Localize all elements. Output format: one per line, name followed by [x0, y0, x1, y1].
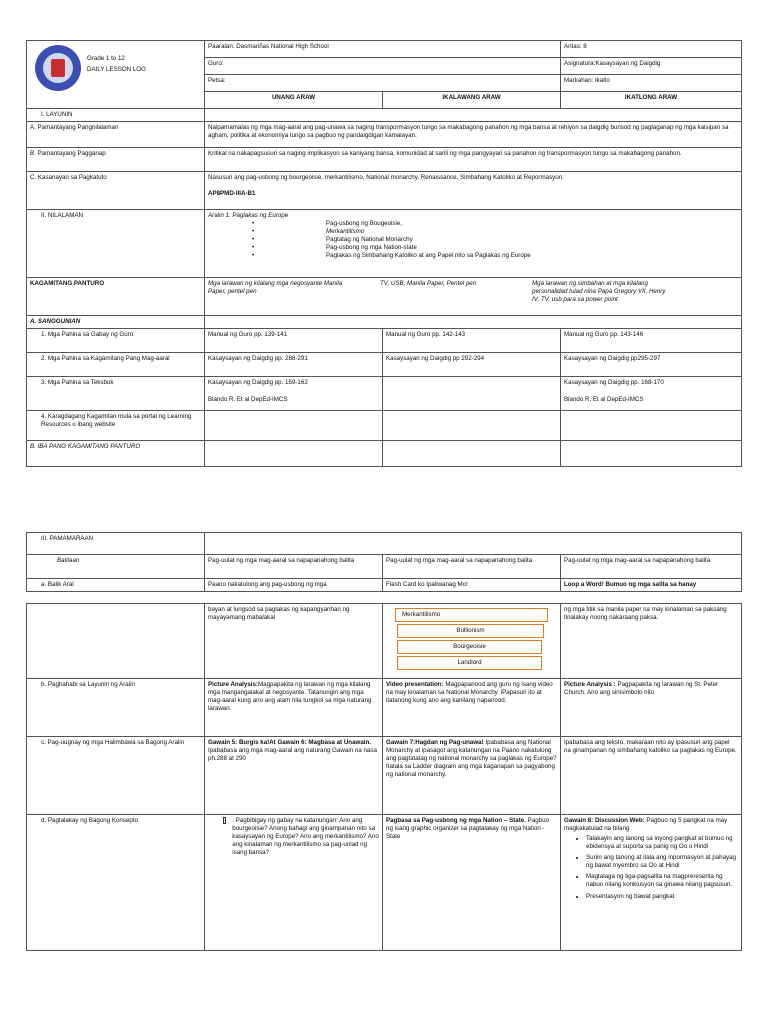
- aralin-title: Aralin 1: Paglakas ng Europe: [208, 212, 289, 220]
- konsepto-day2-cell: [383, 815, 561, 951]
- balitaan-day3: Pag-uulat ng mga mag-aaral sa napapanahong balita: [561, 555, 742, 579]
- layunin-label: I. LAYUNIN: [27, 109, 205, 122]
- quarter-field: Markahan: Ikatlo: [561, 75, 742, 92]
- karagdagang-label: 4. Karagdagang Kagamitan mula sa portal ng Learning Resources o ibang website: [27, 411, 205, 441]
- list-item: • Presentasyon ng bawat pangkat: [586, 893, 738, 901]
- konsepto-day3-cell: [561, 815, 742, 951]
- kagamitan-cell: [205, 278, 742, 316]
- konsepto-label: d. Pagtalakay ng Bagong Konsepto: [27, 815, 205, 951]
- list-item: • Suriin ang tanong at itala ang inpormasyon at pahayag ng bawat myembro sa Oo at Hindi: [586, 854, 738, 870]
- flash-card: Bullionism: [397, 624, 544, 638]
- teksbuk-day3: Kasaysayan ng Daigdig pp. 168-170: [564, 379, 664, 387]
- log-title: DAILY LESSON LOG: [87, 66, 146, 74]
- nilalaman-label: II. NILALAMAN: [27, 210, 205, 278]
- list-item: • Paglakas ng Simbahang Katoliko at ang Papel nito sa Paglakas ng Europe: [252, 252, 738, 260]
- pamantayang-pangnilalaman-label: A. Pamantayang Pangnilalaman: [27, 122, 205, 148]
- day3-header: IKATLONG ARAW: [561, 92, 742, 109]
- activity-text: Pagpapakita ng larawan ng St. Peter Church. Ano ang sinisimbolo nito: [564, 681, 719, 697]
- teksbuk-label: 3. Mga Pahina sa Teksbuk: [27, 377, 205, 411]
- pamantayang-pangnilalaman-text: Naipamamalas ng mga mag-aaral ang pag-unawa sa naging transpormasyon tungo sa makabagong panahon ng mga bansa at rehiyon sa daigdig bunsod ng paglaganap ng mga kaisipan sa agham, politika at ekonomiya tungo sa pagbuo ng pandaigdigan kamalayan.: [205, 122, 742, 148]
- discussion-web-steps: [564, 835, 738, 900]
- teacher-field: Guro:: [205, 58, 561, 75]
- balik-aral-day3: Loop a Word! Bumuo ng mga salita sa hanay: [561, 579, 742, 592]
- kagamitan-mag-aaral-day3: Kasaysayan ng Daigdig pp295-297: [561, 353, 742, 377]
- kasanayan-text: Nasusuri ang pag-usbong ng bourgeoisie, merkantilismo, National monarchy, Renaissance, Simbahang Katoliko at Repormasyon.: [208, 174, 564, 182]
- gabay-label: 1. Mga Pahina sa Gabay ng Guro: [27, 329, 205, 353]
- layunin-aralin-label: b. Paghahabi sa Layunin ng Aralin: [27, 679, 205, 737]
- kagamitan-mag-aaral-day2: Kasaysayan ng Daigdig pp 292-294: [383, 353, 561, 377]
- activity-title: Gawain 7:Hagdan ng Pag-unawa!: [386, 739, 484, 746]
- kasanayan-cell: [205, 172, 742, 210]
- balitaan-label: Balitaan: [27, 555, 205, 579]
- list-item: • Pag-usbong ng Bougeoisie,: [252, 220, 738, 228]
- activity-text: Magpapakita ng larawan ng mga kilalang mga mangangalakal at negosyante. Tatanungin ang mga mag-aaral kung ano ang alam nila tungkol sa mga naturang larawan.: [208, 681, 372, 713]
- gabay-day3: Manual ng Guro pp. 143-146: [561, 329, 742, 353]
- halimbawa-day2-cell: [383, 737, 561, 815]
- header-logo-cell: [27, 41, 205, 109]
- halimbawa-day3: Ipababasa ang teksto, makaraan nito ay ipasusuri ang papel na ginampanan ng simbahang katoliko sa paglakas ng Europe.: [561, 737, 742, 815]
- gabay-day2: Manual ng Guro pp. 142-143: [383, 329, 561, 353]
- list-item: • Pag-usbong ng mga Nation-state: [252, 244, 738, 252]
- activity-title: Gawain 5: Burgis ka!At Gawain 6: Magbasa at Unawain.: [208, 739, 371, 746]
- day2-header: IKALAWANG ARAW: [383, 92, 561, 109]
- layunin-day3-cell: [561, 679, 742, 737]
- gabay-day1: Manual ng Guro pp. 139-141: [205, 329, 383, 353]
- activity-text: Ipababasa ang mga mag-aaral ang naturang Gawain na nasa ph.288 at 290: [208, 747, 377, 763]
- flash-card: Landlord: [397, 656, 542, 670]
- konsepto-day1-cell: [205, 815, 383, 951]
- kagamitan-day1: Mga larawan ng kilalang mga negosyante Manila Paper, pentel pen: [208, 280, 343, 296]
- balik-aral-label: a. Balik Aral: [27, 579, 205, 592]
- activity-title: Pagbasa sa Pag-usbong ng mga Nation – State.: [386, 817, 526, 824]
- teksbuk-day1: Kasaysayan ng Daigdig pp. 159-162: [208, 379, 308, 387]
- date-field: Petsa:: [205, 75, 561, 92]
- flash-card-diagram: [385, 606, 558, 676]
- balik-aral-cont-day3: ng mga titik sa manila paper na may kinalaman sa paksang tinalakay noong nakaraang paksa.: [561, 604, 742, 679]
- sanggunian-label: A. SANGGUNIAN: [27, 316, 205, 329]
- balik-aral-cont-day1: bayan at lungsod sa paglakas ng kapangyarihan ng mayayamang mabalakal: [205, 604, 383, 679]
- kasanayan-label: C. Kasanayan sa Pagkatuto: [27, 172, 205, 210]
- kagamitan-label: KAGAMITANG PANTURO: [27, 278, 205, 316]
- grade-range: Grade 1 to 12: [87, 55, 125, 62]
- deped-seal-icon: [35, 45, 81, 91]
- kagamitan-day2: TV, USB, Manila Paper, Pentel pen: [380, 280, 477, 288]
- pamamaraan-table-continued: [26, 603, 742, 951]
- activity-title: Video presentation:: [386, 681, 444, 688]
- list-item: • Pagtatag ng National Monarchy: [252, 236, 738, 244]
- activity-title: Picture Analysis:: [208, 681, 258, 688]
- balitaan-day2: Pag-uulat ng mga mag-aaral sa napapanahong balita: [383, 555, 561, 579]
- list-item: • Talakayin ang tanong sa inyong pangkat at bumuo ng ebidensya at suporta sa panig ng Oo o Hindi: [586, 835, 738, 851]
- flash-card: Merkantilismo: [395, 608, 548, 622]
- halimbawa-day1-cell: [205, 737, 383, 815]
- teksbuk-day1-cell: [205, 377, 383, 411]
- activity-text: Magpapanood ang guro ng isang video na may kinalaman sa National Monarchy. iPapasuri ito at itatanong kung ano ang kanilang napanood.: [386, 681, 553, 705]
- day1-header: UNANG ARAW: [205, 92, 383, 109]
- flash-card-cell: [383, 604, 561, 679]
- balik-aral-day1: Paano nakatulong ang pag-usbong ng mga: [205, 579, 383, 592]
- lesson-log-table-1: [26, 40, 742, 467]
- activity-text: Pagbuo ng 5 pangkat na may magkakatulad na bilang: [564, 817, 728, 833]
- checkbox-icon: [223, 817, 226, 824]
- teksbuk-day3-cell: [561, 377, 742, 411]
- activity-title: Picture Analysis :: [564, 681, 616, 688]
- teksbuk-day3-author: Blando R. Et al DepEd-IMCS: [564, 396, 644, 404]
- nilalaman-cell: [205, 210, 742, 278]
- konsepto-day1: . Pagbibigay ng gabay na katanungan: Ano ang bourgeoisie? Anong bahagi ang ginampanan nito sa kasaysayan ng Europe? Ano ang merkantilismo? Ano ang kinalaman ng merkantilismo sa pag-unlad ng isang bansa?: [232, 817, 379, 857]
- activity-text: Ipababasa ang National Monarchy at ipasagot ang katanungan na Paano nakatulong ang pagtatatag ng national monarchy sa paglakas ng Europe? Itatala sa Ladder diagram ang mga kaganapan sa pagyabong ng national monarchy.: [386, 739, 557, 779]
- list-item: • Magtalaga ng tiga-pagsalita na magpreresenta ng nabuo nilang konklusyon sa ginawa nilang pagsusuri.: [586, 873, 738, 889]
- pamamaraan-table: [26, 532, 742, 592]
- kagamitan-mag-aaral-day1: Kasaysayan ng Daigdig pp. 288-291: [205, 353, 383, 377]
- activity-text: Pagbuo ng isang graphic organizer sa pagtalakay ng mga Nation -State: [386, 817, 550, 841]
- school-field: Paaralan: Dasmariñas National High School: [205, 41, 561, 58]
- nilalaman-list: [208, 220, 738, 260]
- teksbuk-day1-author: Blando R. Et al DepEd-IMCS: [208, 396, 288, 404]
- kagamitan-day3: Mga larawan ng simbahan at mga kilalang personalidad tulad nina Papa Gregory VII, Henry IV, TV, usb para sa power point: [532, 280, 666, 304]
- grade-level-field: Antas: 8: [561, 41, 742, 58]
- kagamitan-mag-aaral-label: 2. Mga Pahina sa Kagamitang Pang Mag-aaral: [27, 353, 205, 377]
- pamantayang-pagganap-text: Kritikal na nakapagsusuri sa naging implikasyon sa kaniyang bansa, komunidad at sarili ng mga pangyayari sa panahon ng transpormasyon tungo sa makabagong panahon.: [205, 148, 742, 172]
- flash-card: Bourgeoisie: [397, 640, 542, 654]
- layunin-day2-cell: [383, 679, 561, 737]
- pamantayang-pagganap-label: B. Pamantayang Pagganap: [27, 148, 205, 172]
- pamamaraan-title: III. PAMAMARAAN: [27, 533, 205, 555]
- balik-aral-day2: Flash Card ko Ipaliwanag Mo!: [383, 579, 561, 592]
- balitaan-day1: Pag-uulat ng mga mag-aaral sa napapanahong balita: [205, 555, 383, 579]
- halimbawa-label: c. Pag-uugnay ng mga Halimbawa sa Bagong Aralin: [27, 737, 205, 815]
- list-item: • Merkantilismo: [252, 228, 738, 236]
- iba-pang-label: B. IBA PANG KAGAMITANG PANTURO: [27, 441, 205, 467]
- kasanayan-code: AP8PMD-IIIA-B1: [208, 190, 256, 198]
- layunin-day1-cell: [205, 679, 383, 737]
- subject-field: Asignatura:Kasaysayan ng Daigdig: [561, 58, 742, 75]
- activity-title: Gawain 8: Discussion Web:: [564, 817, 645, 824]
